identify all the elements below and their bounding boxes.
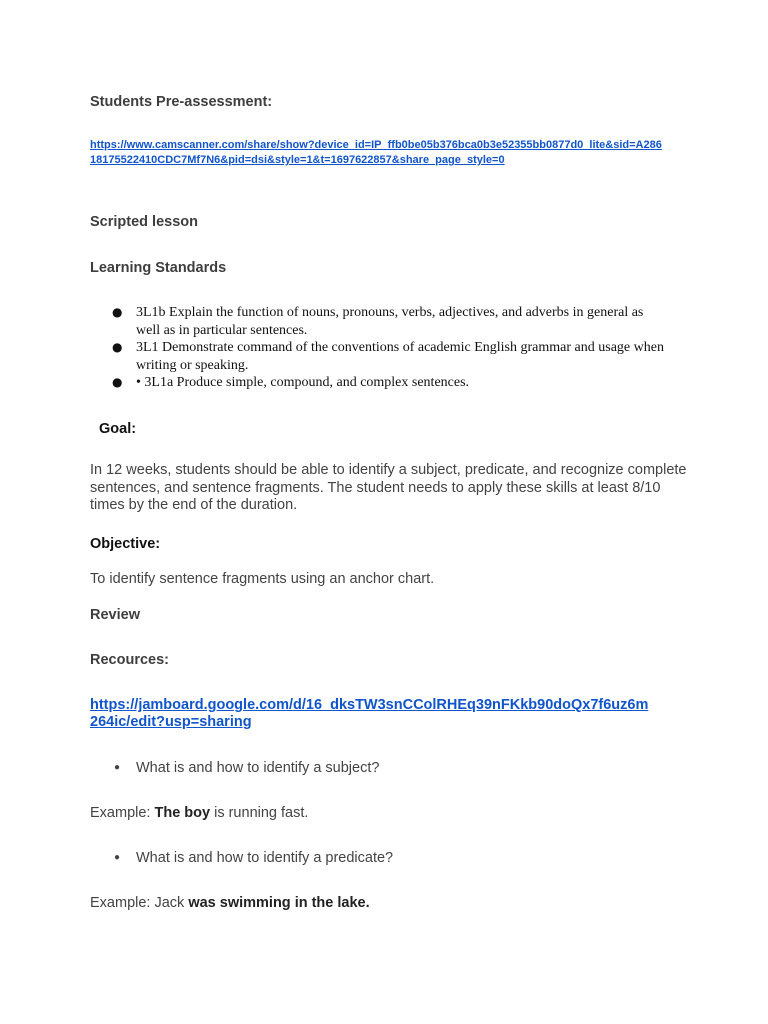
objective-text: To identify sentence fragments using an anchor chart.: [90, 571, 435, 587]
example-prefix: Example:: [90, 805, 155, 821]
standard-item-3l1a: [112, 374, 666, 392]
standard-text: • 3L1a Produce simple, compound, and complex sentences.: [136, 375, 470, 390]
bullet-icon: ●: [114, 852, 121, 863]
pre-assessment-heading: Students Pre-assessment:: [90, 94, 273, 110]
learning-standards-heading: Learning Standards: [90, 260, 227, 276]
bullet-icon: ●: [114, 762, 121, 773]
example-emphasis: was swimming in the lake.: [188, 895, 370, 911]
learning-standards-list: [112, 304, 666, 392]
standard-text: 3L1 Demonstrate command of the conventions of academic English grammar and usage when writing or speaking.: [136, 340, 664, 373]
example-subject: [90, 805, 308, 823]
question-text: What is and how to identify a subject?: [136, 760, 380, 776]
objective-heading: Objective:: [90, 536, 161, 552]
standard-item-3l1b: [112, 304, 666, 339]
bullet-icon: ●: [112, 340, 123, 354]
goal-heading: Goal:: [99, 421, 137, 437]
jamboard-link[interactable]: [90, 697, 690, 731]
question-text: What is and how to identify a predicate?: [136, 850, 394, 866]
camscanner-link-line1: https://www.camscanner.com/share/show?device_id=IP_ffb0be05b376bca0b3e52355bb0877d0_lite&sid=A286: [90, 139, 662, 151]
resources-heading: Recources:: [90, 652, 169, 668]
goal-text: In 12 weeks, students should be able to identify a subject, predicate, and recognize complete sentences, and sentence fragments. The student needs to apply these skills at least 8/10 times by the end of the duration.: [90, 462, 687, 513]
bullet-icon: ●: [112, 375, 123, 389]
example-emphasis: The boy: [154, 805, 211, 821]
scripted-lesson-heading: Scripted lesson: [90, 214, 198, 230]
question-subject: [114, 760, 379, 776]
camscanner-link-line2: 18175522410CDC7Mf7N6&pid=dsi&style=1&t=1697622857&share_page_style=0: [90, 154, 505, 166]
jamboard-link-line2: 264ic/edit?usp=sharing: [90, 714, 252, 730]
jamboard-link-line1: https://jamboard.google.com/d/16_dksTW3snCColRHEq39nFKkb90doQx7f6uz6m: [90, 697, 649, 713]
camscanner-link[interactable]: [90, 138, 690, 168]
standard-text: 3L1b Explain the function of nouns, pronouns, verbs, adjectives, and adverbs in general as well as in particular sentences.: [136, 305, 644, 338]
review-heading: Review: [90, 607, 140, 623]
question-predicate: [114, 850, 393, 866]
bullet-icon: ●: [112, 305, 123, 319]
example-predicate: [90, 895, 370, 913]
example-prefix: Example: Jack: [90, 895, 189, 911]
standard-item-3l1: [112, 339, 666, 374]
example-suffix: is running fast.: [210, 805, 309, 821]
